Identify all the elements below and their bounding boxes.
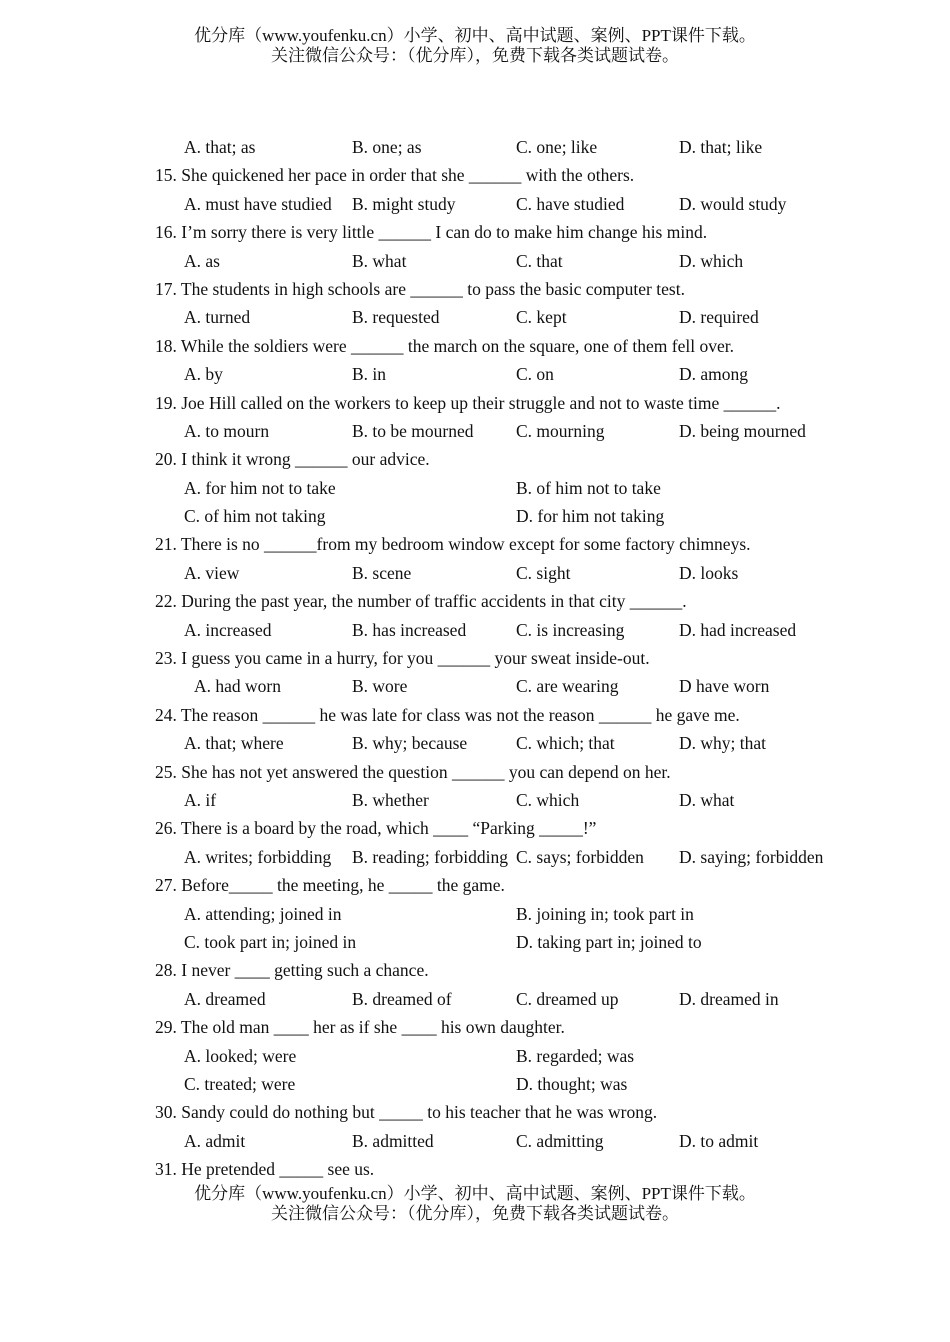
question-text: 29. The old man ____ her as if she ____ his own daughter. [155, 1017, 565, 1038]
answer-option: B. regarded; was [516, 1045, 635, 1066]
options-row [0, 900, 950, 928]
answer-option: C. which [516, 789, 580, 810]
question-row [0, 587, 950, 615]
answer-option: B. scene [352, 562, 412, 583]
options-row [0, 474, 950, 502]
answer-option: C. that [516, 250, 563, 271]
options-row [0, 502, 950, 530]
answer-option: D. required [679, 307, 759, 328]
answer-option: D. what [679, 789, 735, 810]
answer-option: A. increased [184, 619, 272, 640]
question-text: 17. The students in high schools are ______ to pass the basic computer test. [155, 278, 685, 299]
answer-option: B. in [352, 364, 387, 385]
answer-option: A. for him not to take [184, 477, 336, 498]
question-text: 25. She has not yet answered the question ______ you can depend on her. [155, 761, 671, 782]
question-row [0, 814, 950, 842]
answer-option: B. joining in; took part in [516, 903, 694, 924]
options-row [0, 1070, 950, 1098]
answer-option: C. mourning [516, 420, 605, 441]
answer-option: B. why; because [352, 733, 468, 754]
answer-option: C. treated; were [184, 1073, 296, 1094]
answer-option: A. view [184, 562, 240, 583]
options-row [0, 360, 950, 388]
answer-option: C. of him not taking [184, 506, 326, 527]
answer-option: A. that; where [184, 733, 284, 754]
answer-option: A. if [184, 789, 217, 810]
question-text: 26. There is a board by the road, which ____ “Parking _____!” [155, 818, 597, 839]
answer-option: A. looked; were [184, 1045, 297, 1066]
question-row [0, 1155, 950, 1183]
question-text: 19. Joe Hill called on the workers to keep up their struggle and not to waste time ______. [155, 392, 781, 413]
answer-option: C. one; like [516, 137, 598, 157]
answer-option: A. attending; joined in [184, 903, 342, 924]
answer-option: D. being mourned [679, 420, 806, 441]
answer-option: A. had worn [194, 676, 281, 697]
answer-option: A. dreamed [184, 988, 266, 1009]
question-row [0, 445, 950, 473]
answer-option: B. reading; forbidding [352, 846, 509, 867]
question-text: 21. There is no ______from my bedroom window except for some factory chimneys. [155, 534, 751, 555]
question-row [0, 956, 950, 984]
options-row [0, 247, 950, 275]
question-text: 18. While the soldiers were ______ the march on the square, one of them fell over. [155, 335, 734, 356]
answer-option: C. took part in; joined in [184, 931, 357, 952]
question-text: 23. I guess you came in a hurry, for you ______ your sweat inside-out. [155, 648, 650, 669]
answer-option: B. admitted [352, 1130, 434, 1151]
answer-option: D. thought; was [516, 1073, 628, 1094]
footer-line-1: 优分库（www.youfenku.cn）小学、初中、高中试题、案例、PPT课件下载。 [194, 1184, 756, 1203]
answer-option: C. are wearing [516, 676, 619, 697]
question-list [0, 133, 950, 1183]
answer-option: C. have studied [516, 193, 625, 214]
answer-option: A. by [184, 364, 223, 385]
question-text: 15. She quickened her pace in order that she ______ with the others. [155, 165, 635, 186]
options-row [0, 303, 950, 331]
question-text: 27. Before_____ the meeting, he _____ the game. [155, 875, 505, 896]
question-text: 28. I never ____ getting such a chance. [155, 960, 429, 981]
answer-option: D. which [679, 250, 744, 271]
options-row [0, 843, 950, 871]
answer-option: C. kept [516, 307, 567, 328]
options-row [0, 928, 950, 956]
question-row [0, 218, 950, 246]
answer-option: A. to mourn [184, 420, 270, 441]
options-row [0, 672, 950, 700]
question-text: 30. Sandy could do nothing but _____ to his teacher that he was wrong. [155, 1102, 658, 1123]
answer-option: A. turned [184, 307, 251, 328]
answer-option: B. one; as [352, 137, 422, 157]
options-row [0, 786, 950, 814]
footer-line-2: 关注微信公众号：（优分库），免费下载各类试题试卷。 [271, 1204, 679, 1223]
answer-option: B. whether [352, 789, 429, 810]
options-row [0, 559, 950, 587]
question-row [0, 644, 950, 672]
answer-option: A. writes; forbidding [184, 846, 332, 867]
options-row [0, 1127, 950, 1155]
options-row [0, 1042, 950, 1070]
answer-option: B. requested [352, 307, 440, 328]
question-text: 31. He pretended _____ see us. [155, 1159, 375, 1180]
answer-option: D. among [679, 364, 749, 385]
answer-option: B. has increased [352, 619, 467, 640]
options-row [0, 985, 950, 1013]
answer-option: B. might study [352, 193, 456, 214]
options-row [0, 190, 950, 218]
answer-option: D. taking part in; joined to [516, 931, 702, 952]
answer-option: A. that; as [184, 137, 256, 157]
answer-option: C. is increasing [516, 619, 625, 640]
answer-option: D. dreamed in [679, 988, 779, 1009]
answer-option: B. what [352, 250, 407, 271]
answer-option: D. to admit [679, 1130, 759, 1151]
answer-option: C. admitting [516, 1130, 604, 1151]
answer-option: C. on [516, 364, 554, 385]
answer-option: D. had increased [679, 619, 797, 640]
answer-option: D. saying; forbidden [679, 846, 824, 867]
answer-option: D. why; that [679, 733, 767, 754]
options-row [0, 729, 950, 757]
question-text: 20. I think it wrong ______ our advice. [155, 449, 430, 470]
answer-option: C. sight [516, 562, 571, 583]
question-row [0, 275, 950, 303]
answer-option: C. says; forbidden [516, 846, 644, 867]
options-row [0, 417, 950, 445]
question-row [0, 161, 950, 189]
page-header [0, 26, 950, 66]
answer-option: A. as [184, 250, 220, 271]
options-row [0, 133, 950, 161]
answer-option: D. that; like [679, 137, 763, 157]
answer-option: D. looks [679, 562, 739, 583]
question-text: 22. During the past year, the number of traffic accidents in that city ______. [155, 591, 687, 612]
question-row [0, 758, 950, 786]
answer-option: B. to be mourned [352, 420, 474, 441]
question-row [0, 701, 950, 729]
question-text: 24. The reason ______ he was late for class was not the reason ______ he gave me. [155, 704, 740, 725]
options-row [0, 616, 950, 644]
question-row [0, 389, 950, 417]
question-row [0, 530, 950, 558]
question-row [0, 1098, 950, 1126]
header-line-1: 优分库（www.youfenku.cn）小学、初中、高中试题、案例、PPT课件下载。 [194, 26, 756, 45]
question-text: 16. I’m sorry there is very little ______ I can do to make him change his mind. [155, 222, 708, 243]
page-footer [0, 1184, 950, 1224]
question-row [0, 1013, 950, 1041]
answer-option: D. would study [679, 193, 787, 214]
answer-option: C. dreamed up [516, 988, 619, 1009]
answer-option: B. wore [352, 676, 408, 697]
answer-option: B. of him not to take [516, 477, 661, 498]
answer-option: C. which; that [516, 733, 615, 754]
answer-option: D. for him not taking [516, 506, 665, 527]
answer-option: A. admit [184, 1130, 246, 1151]
question-row [0, 871, 950, 899]
answer-option: A. must have studied [184, 193, 332, 214]
header-line-2: 关注微信公众号：（优分库），免费下载各类试题试卷。 [271, 46, 679, 65]
answer-option: B. dreamed of [352, 988, 452, 1009]
answer-option: D have worn [679, 676, 770, 697]
question-row [0, 332, 950, 360]
